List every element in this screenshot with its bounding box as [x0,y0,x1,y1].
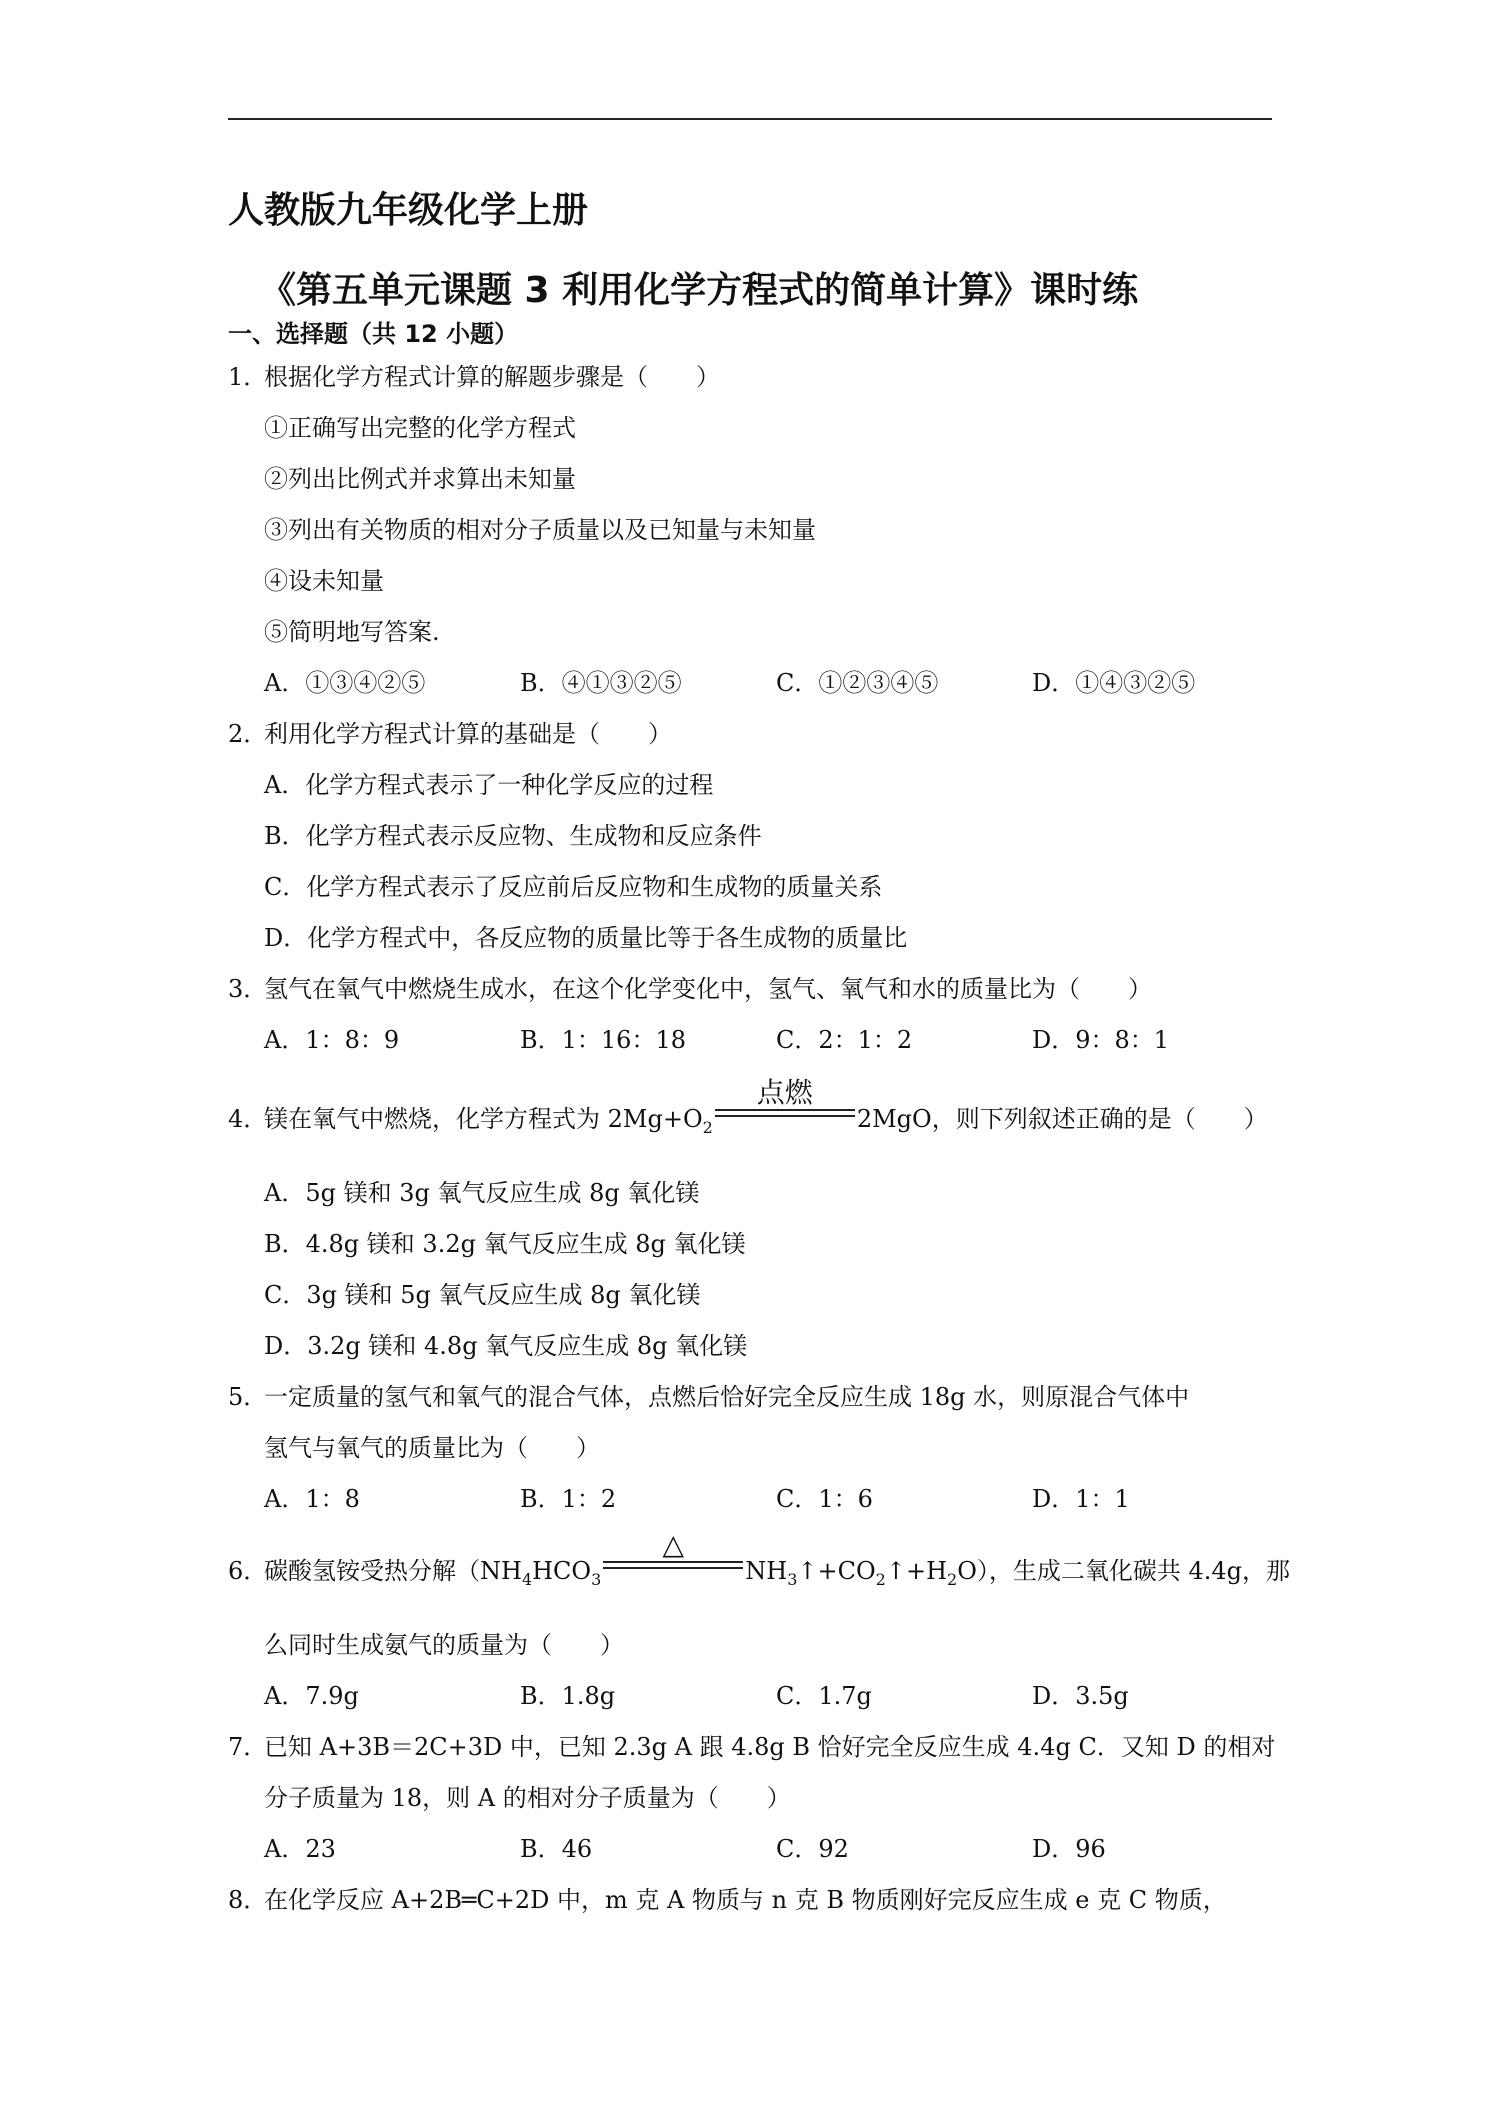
section-heading: 一、选择题（共 12 小题） [228,320,519,348]
option-d[interactable]: D．1：1 [1032,1485,1130,1513]
options-row [228,658,1288,709]
top-rule [228,118,1272,120]
question-number: 1． [228,363,268,391]
question-8 [228,1875,1288,1926]
question-stem: 一定质量的氢气和氧气的混合气体，点燃后恰好完全反应生成 18g 水，则原混合气体中 [264,1383,1190,1411]
option-b[interactable]: B．化学方程式表示反应物、生成物和反应条件 [264,822,762,850]
question-1 [228,352,1288,709]
option-c[interactable]: C．2：1：2 [776,1026,913,1054]
question-stem: 已知 A+3B＝2C+3D 中，已知 2.3g A 跟 4.8g B 恰好完全反应生成 4.4g C．又知 D 的相对 [264,1733,1276,1761]
option-d[interactable]: D．96 [1032,1835,1106,1863]
step: ⑤简明地写答案. [264,618,440,646]
question-4-options [228,1168,1288,1372]
question-5 [228,1372,1288,1525]
option-d[interactable]: D．9：8：1 [1032,1026,1170,1054]
question-number: 4． [228,1105,268,1133]
options-row [228,1015,1288,1066]
question-stem: 氢气在氧气中燃烧生成水，在这个化学变化中，氢气、氧气和水的质量比为（ ） [264,975,1152,1003]
document-subtitle: 《第五单元课题 3 利用化学方程式的简单计算》课时练 [260,270,1139,311]
question-4 [228,1076,1288,1145]
option-a[interactable]: A．5g 镁和 3g 氧气反应生成 8g 氧化镁 [264,1179,700,1207]
question-stem-cont: 么同时生成氨气的质量为（ ） [264,1631,624,1659]
option-b[interactable]: B．1：2 [520,1485,617,1513]
option-c[interactable]: C．化学方程式表示了反应前后反应物和生成物的质量关系 [264,873,883,901]
question-3 [228,964,1288,1066]
option-c[interactable]: C．3g 镁和 5g 氧气反应生成 8g 氧化镁 [264,1281,701,1309]
option-a[interactable]: A．化学方程式表示了一种化学反应的过程 [264,771,714,799]
question-number: 6． [228,1557,268,1585]
question-stem-cont: 分子质量为 18，则 A 的相对分子质量为（ ） [264,1784,791,1812]
option-a[interactable]: A．①③④②⑤ [264,669,426,697]
option-b[interactable]: B．④①③②⑤ [520,669,682,697]
step: ③列出有关物质的相对分子质量以及已知量与未知量 [264,516,816,544]
option-a[interactable]: A．23 [264,1835,336,1863]
options-row [228,1671,1288,1722]
reaction-condition-arrow [715,1076,855,1127]
question-number: 3． [228,975,268,1003]
option-d[interactable]: D．①④③②⑤ [1032,669,1196,697]
question-number: 2． [228,720,268,748]
option-a[interactable]: A．1：8：9 [264,1026,400,1054]
option-a[interactable]: A．7.9g [264,1682,359,1710]
options-row [228,1824,1288,1875]
question-number: 5． [228,1383,268,1411]
question-2 [228,709,1288,964]
question-number: 8． [228,1886,268,1914]
question-stem-cont: 氢气与氧气的质量比为（ ） [264,1434,600,1462]
question-stem: 碳酸氢铵受热分解（$NH_4HCO_3$ △ $NH_3↑+CO_2↑+H_2O$），生成二氧化碳共 4.4g，那 [264,1557,1290,1585]
options-row [228,1474,1288,1525]
question-stem: 根据化学方程式计算的解题步骤是（ ） [264,363,720,391]
document-title: 人教版九年级化学上册 [228,190,589,231]
question-stem: 利用化学方程式计算的基础是（ ） [264,720,672,748]
condition-heat: △ [662,1528,685,1561]
question-7 [228,1722,1288,1875]
option-b[interactable]: B．46 [520,1835,593,1863]
option-d[interactable]: D．3.2g 镁和 4.8g 氧气反应生成 8g 氧化镁 [264,1332,748,1360]
question-6 [228,1528,1291,1597]
step: ①正确写出完整的化学方程式 [264,414,576,442]
option-c[interactable]: C．1：6 [776,1485,873,1513]
question-number: 7． [228,1733,268,1761]
question-stem: 镁在氧气中燃烧，化学方程式为 $2Mg+O_2$ 点燃 2MgO，则下列叙述正确的是（ ） [264,1105,1268,1133]
option-c[interactable]: C．①②③④⑤ [776,669,939,697]
condition-ignite: 点燃 [756,1076,813,1109]
option-d[interactable]: D．化学方程式中，各反应物的质量比等于各生成物的质量比 [264,924,908,952]
option-b[interactable]: B．1：16：18 [520,1026,686,1054]
step: ②列出比例式并求算出未知量 [264,465,576,493]
step: ④设未知量 [264,567,384,595]
reaction-condition-arrow [603,1528,743,1579]
option-d[interactable]: D．3.5g [1032,1682,1129,1710]
question-stem: 在化学反应 A+2B═C+2D 中，m 克 A 物质与 n 克 B 物质刚好完反应生成 e 克 C 物质， [264,1886,1227,1914]
option-c[interactable]: C．1.7g [776,1682,872,1710]
option-b[interactable]: B．1.8g [520,1682,616,1710]
option-a[interactable]: A．1：8 [264,1485,360,1513]
option-c[interactable]: C．92 [776,1835,849,1863]
question-6-cont [228,1620,1288,1722]
option-b[interactable]: B．4.8g 镁和 3.2g 氧气反应生成 8g 氧化镁 [264,1230,746,1258]
